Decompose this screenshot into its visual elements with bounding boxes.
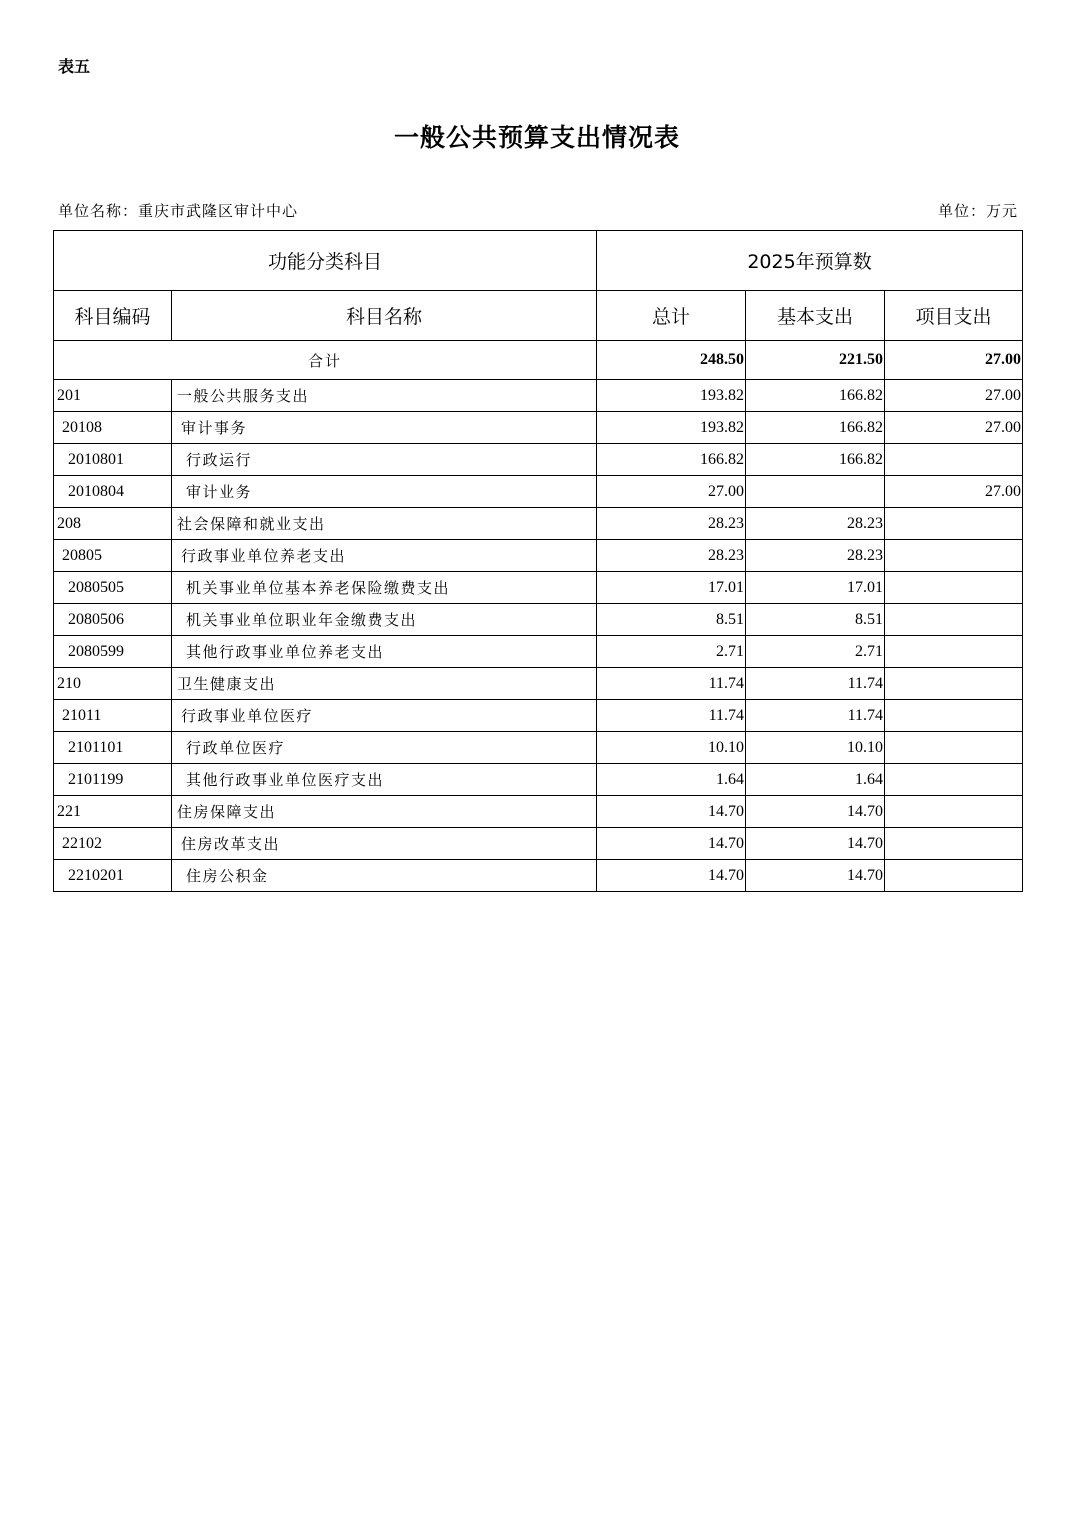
- row-total: 27.00: [597, 476, 746, 508]
- row-basic: 2.71: [746, 636, 885, 668]
- row-name: 行政运行: [172, 444, 597, 476]
- total-sum: 248.50: [597, 341, 746, 380]
- header-code: 科目编码: [54, 291, 172, 341]
- header-budget-2025: 2025年预算数: [597, 231, 1023, 291]
- table-row: [54, 636, 1023, 668]
- row-basic: 166.82: [746, 380, 885, 412]
- row-code: 2080506: [54, 604, 172, 636]
- row-code: 21011: [54, 700, 172, 732]
- row-project: [885, 860, 1023, 892]
- table-row: [54, 860, 1023, 892]
- table-row: [54, 540, 1023, 572]
- currency-unit-label: 单位：万元: [937, 202, 1018, 220]
- header-project: 项目支出: [885, 291, 1023, 341]
- row-code: 2101199: [54, 764, 172, 796]
- row-name: 一般公共服务支出: [172, 380, 597, 412]
- header-basic: 基本支出: [746, 291, 885, 341]
- row-basic: 11.74: [746, 700, 885, 732]
- total-label: 合计: [54, 341, 597, 380]
- row-project: [885, 796, 1023, 828]
- row-total: 1.64: [597, 764, 746, 796]
- table-row: [54, 508, 1023, 540]
- row-project: [885, 732, 1023, 764]
- table-number-label: 表五: [58, 57, 91, 76]
- row-name: 行政事业单位医疗: [172, 700, 597, 732]
- row-code: 20805: [54, 540, 172, 572]
- row-project: [885, 540, 1023, 572]
- table-row: [54, 668, 1023, 700]
- row-code: 201: [54, 380, 172, 412]
- row-basic: 8.51: [746, 604, 885, 636]
- row-project: [885, 444, 1023, 476]
- row-basic: 166.82: [746, 444, 885, 476]
- row-code: 2010801: [54, 444, 172, 476]
- header-func-category: 功能分类科目: [54, 231, 597, 291]
- table-row: [54, 700, 1023, 732]
- row-total: 14.70: [597, 796, 746, 828]
- row-code: 2101101: [54, 732, 172, 764]
- row-code: 2210201: [54, 860, 172, 892]
- row-code: 208: [54, 508, 172, 540]
- row-total: 28.23: [597, 540, 746, 572]
- row-name: 卫生健康支出: [172, 668, 597, 700]
- row-project: [885, 508, 1023, 540]
- row-project: 27.00: [885, 380, 1023, 412]
- row-name: 机关事业单位基本养老保险缴费支出: [172, 572, 597, 604]
- row-project: 27.00: [885, 412, 1023, 444]
- row-total: 28.23: [597, 508, 746, 540]
- row-project: [885, 636, 1023, 668]
- row-total: 14.70: [597, 860, 746, 892]
- header-row-2: [54, 291, 1023, 341]
- row-total: 11.74: [597, 668, 746, 700]
- row-project: [885, 828, 1023, 860]
- row-total: 2.71: [597, 636, 746, 668]
- row-code: 2080599: [54, 636, 172, 668]
- row-name: 住房改革支出: [172, 828, 597, 860]
- table-row: [54, 828, 1023, 860]
- row-basic: 14.70: [746, 796, 885, 828]
- row-code: 2010804: [54, 476, 172, 508]
- row-basic: 28.23: [746, 540, 885, 572]
- table-row: [54, 572, 1023, 604]
- table-row: [54, 412, 1023, 444]
- row-basic: 166.82: [746, 412, 885, 444]
- row-total: 8.51: [597, 604, 746, 636]
- row-name: 社会保障和就业支出: [172, 508, 597, 540]
- row-project: [885, 764, 1023, 796]
- row-total: 193.82: [597, 380, 746, 412]
- row-basic: 1.64: [746, 764, 885, 796]
- row-name: 行政单位医疗: [172, 732, 597, 764]
- header-row-1: [54, 231, 1023, 291]
- row-total: 193.82: [597, 412, 746, 444]
- row-code: 20108: [54, 412, 172, 444]
- row-project: 27.00: [885, 476, 1023, 508]
- row-total: 166.82: [597, 444, 746, 476]
- row-project: [885, 572, 1023, 604]
- row-project: [885, 604, 1023, 636]
- budget-table: [53, 230, 1023, 892]
- row-code: 221: [54, 796, 172, 828]
- row-name: 审计事务: [172, 412, 597, 444]
- row-project: [885, 668, 1023, 700]
- row-code: 2080505: [54, 572, 172, 604]
- table-row: [54, 444, 1023, 476]
- row-total: 14.70: [597, 828, 746, 860]
- total-basic: 221.50: [746, 341, 885, 380]
- table-row: [54, 764, 1023, 796]
- row-basic: [746, 476, 885, 508]
- row-total: 17.01: [597, 572, 746, 604]
- header-name: 科目名称: [172, 291, 597, 341]
- row-code: 210: [54, 668, 172, 700]
- total-row: [54, 341, 1023, 380]
- total-project: 27.00: [885, 341, 1023, 380]
- table-row: [54, 604, 1023, 636]
- row-name: 机关事业单位职业年金缴费支出: [172, 604, 597, 636]
- row-basic: 14.70: [746, 828, 885, 860]
- row-basic: 17.01: [746, 572, 885, 604]
- row-basic: 28.23: [746, 508, 885, 540]
- row-code: 22102: [54, 828, 172, 860]
- row-name: 其他行政事业单位养老支出: [172, 636, 597, 668]
- row-name: 住房公积金: [172, 860, 597, 892]
- row-total: 11.74: [597, 700, 746, 732]
- row-basic: 10.10: [746, 732, 885, 764]
- row-name: 住房保障支出: [172, 796, 597, 828]
- page-title: 一般公共预算支出情况表: [393, 123, 680, 152]
- table-row: [54, 796, 1023, 828]
- unit-name-label: 单位名称：重庆市武隆区审计中心: [58, 202, 299, 220]
- table-row: [54, 476, 1023, 508]
- row-project: [885, 700, 1023, 732]
- row-basic: 14.70: [746, 860, 885, 892]
- header-total: 总计: [597, 291, 746, 341]
- table-row: [54, 380, 1023, 412]
- row-name: 审计业务: [172, 476, 597, 508]
- table-row: [54, 732, 1023, 764]
- row-basic: 11.74: [746, 668, 885, 700]
- row-name: 其他行政事业单位医疗支出: [172, 764, 597, 796]
- row-name: 行政事业单位养老支出: [172, 540, 597, 572]
- row-total: 10.10: [597, 732, 746, 764]
